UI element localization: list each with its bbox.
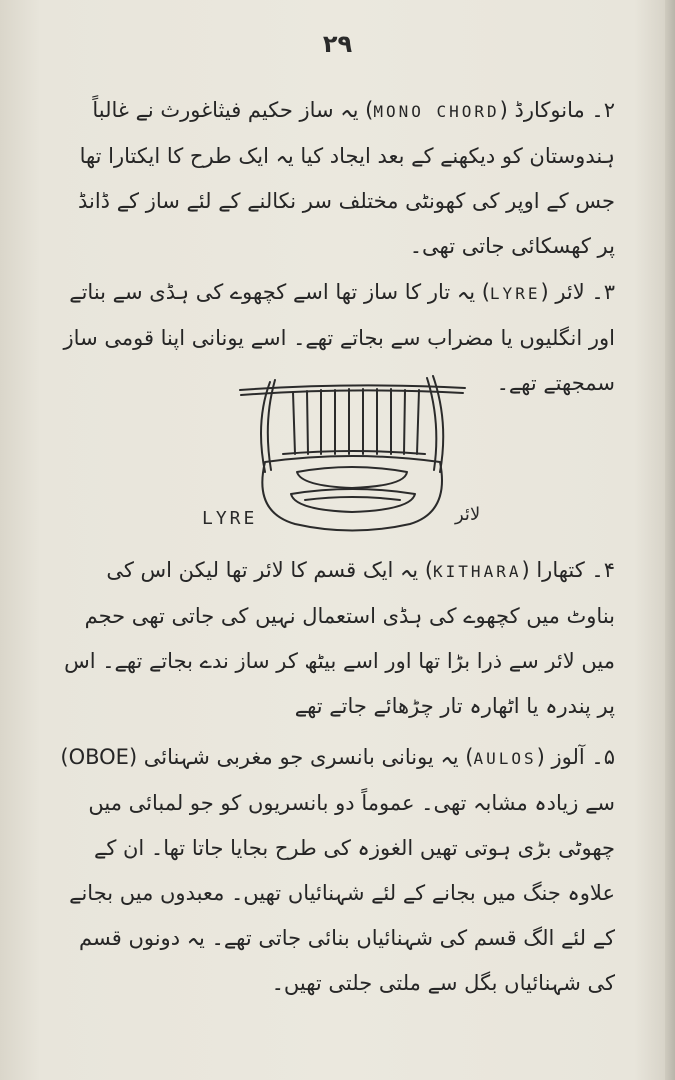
latin-term: MONO CHORD [373,102,500,121]
paragraph-kithara [55,548,615,729]
paragraph-text: ) یہ ایک قسم کا لائر تھا لیکن اس کی بناوٹ میں کچھوے کی ہڈی استعمال نہیں کی جاتی تھی حجم میں لائر سے ذرا بڑا تھا اور اسے بیٹھ کر ساز ندے بجاتے تھے۔ اس پر پندرہ یا اٹھارہ تار چڑھائے جاتے تھے [64,558,615,718]
paragraph-text: ) یہ تار کا ساز تھا اسے کچھوے کی ہڈی سے بناتے اور انگلیوں یا مضراب سے بجاتے تھے۔ اسے یونانی اپنا قومی ساز سمجھتے تھے۔ [63,280,615,395]
paragraph-text: ) یہ ساز حکیم فیثاغورث نے غالباً ہندوستان کو دیکھنے کے بعد ایجاد کیا یہ ایک طرح کا ایکتارا تھا جس کے اوپر کی کھونٹی مختلف سر نکالنے کے لئے ساز کے ڈانڈ پر کھسکائی جاتی تھی۔ [77,98,615,258]
figure-caption-urdu: لائر [455,504,481,525]
paragraph-lead: ۵۔ آلوز ( [536,745,615,769]
latin-term: LYRE [489,284,541,303]
page-number: ۲۹ [322,30,353,58]
latin-term: AULOS [473,749,537,768]
paragraph-text: ) یہ یونانی بانسری جو مغربی شہنائی (OBOE) سے زیادہ مشابہ تھی۔ عموماً دو بانسریوں کو جو لمبائی میں چھوٹی بڑی ہوتی تھیں الغوزہ کی طرح بجایا جاتا تھا۔ ان کے علاوہ جنگ میں بجانے کے لئے شہنائیاں تھیں۔ معبدوں میں بجانے کے لئے الگ قسم کی شہنائیاں بنائی جاتی تھے۔ یہ دونوں قسم کی شہنائیاں بگل سے ملتی جلتی تھیں۔ [60,745,615,995]
paragraph-lead: ۲۔ مانوکارڈ ( [499,98,615,122]
paragraph-monochord [55,88,615,269]
figure-caption-latin: LYRE [202,508,258,529]
lyre-illustration [235,362,470,532]
paragraph-aulos [55,735,615,1006]
paragraph-lead: ۳۔ لائر ( [540,280,615,304]
latin-term: KITHARA [433,562,522,581]
paragraph-lead: ۴۔ کتھارا ( [521,558,615,582]
page-edge [665,0,675,1080]
